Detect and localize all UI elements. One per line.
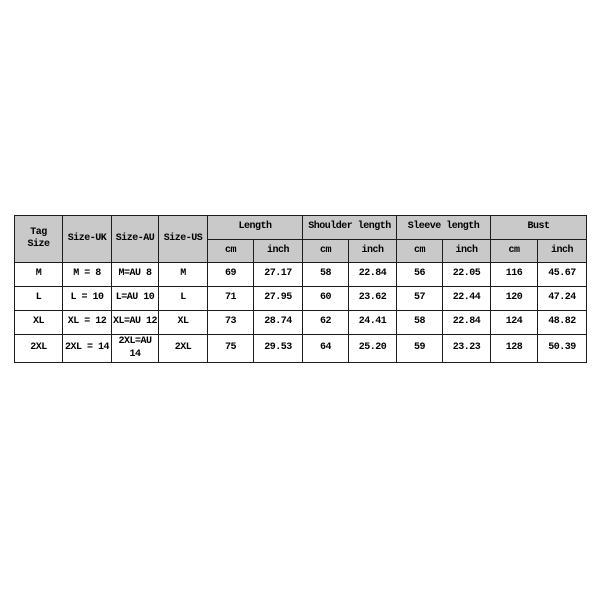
- cell-tag-size: L: [15, 287, 63, 311]
- cell-size-uk: M = 8: [63, 263, 112, 287]
- cell-size-uk: L = 10: [63, 287, 112, 311]
- subheader-bust-cm: cm: [491, 240, 538, 263]
- cell-bust-cm: 128: [491, 335, 538, 363]
- cell-length-inch: 27.95: [254, 287, 303, 311]
- cell-sleeve-cm: 56: [397, 263, 443, 287]
- cell-shoulder-inch: 24.41: [349, 311, 397, 335]
- cell-size-au: 2XL=AU 14: [112, 335, 159, 363]
- subheader-bust-inch: inch: [538, 240, 587, 263]
- cell-tag-size: M: [15, 263, 63, 287]
- cell-length-cm: 71: [208, 287, 254, 311]
- cell-shoulder-inch: 22.84: [349, 263, 397, 287]
- cell-shoulder-inch: 23.62: [349, 287, 397, 311]
- cell-sleeve-cm: 58: [397, 311, 443, 335]
- cell-size-us: XL: [159, 311, 208, 335]
- subheader-sleeve-cm: cm: [397, 240, 443, 263]
- cell-shoulder-cm: 64: [303, 335, 349, 363]
- cell-sleeve-inch: 22.44: [443, 287, 491, 311]
- header-length: Length: [208, 216, 303, 240]
- cell-length-inch: 29.53: [254, 335, 303, 363]
- cell-sleeve-cm: 57: [397, 287, 443, 311]
- cell-size-uk: 2XL = 14: [63, 335, 112, 363]
- cell-size-us: L: [159, 287, 208, 311]
- subheader-shoulder-inch: inch: [349, 240, 397, 263]
- header-size-us: Size-US: [159, 216, 208, 263]
- header-size-au: Size-AU: [112, 216, 159, 263]
- cell-size-us: 2XL: [159, 335, 208, 363]
- cell-size-au: M=AU 8: [112, 263, 159, 287]
- header-tag-size: Tag Size: [15, 216, 63, 263]
- table-row: [15, 287, 587, 311]
- size-chart: [14, 215, 587, 363]
- cell-size-au: L=AU 10: [112, 287, 159, 311]
- cell-shoulder-cm: 62: [303, 311, 349, 335]
- cell-shoulder-cm: 60: [303, 287, 349, 311]
- cell-bust-cm: 120: [491, 287, 538, 311]
- subheader-length-cm: cm: [208, 240, 254, 263]
- subheader-length-inch: inch: [254, 240, 303, 263]
- subheader-sleeve-inch: inch: [443, 240, 491, 263]
- cell-size-us: M: [159, 263, 208, 287]
- cell-tag-size: XL: [15, 311, 63, 335]
- cell-length-inch: 28.74: [254, 311, 303, 335]
- cell-bust-inch: 48.82: [538, 311, 587, 335]
- header-bust: Bust: [491, 216, 587, 240]
- table-row: [15, 263, 587, 287]
- header-size-uk: Size-UK: [63, 216, 112, 263]
- table-row: [15, 335, 587, 363]
- size-chart-table: [14, 215, 587, 363]
- cell-bust-inch: 50.39: [538, 335, 587, 363]
- cell-bust-cm: 124: [491, 311, 538, 335]
- cell-tag-size: 2XL: [15, 335, 63, 363]
- cell-length-cm: 69: [208, 263, 254, 287]
- cell-sleeve-inch: 22.05: [443, 263, 491, 287]
- header-shoulder-length: Shoulder length: [303, 216, 397, 240]
- cell-shoulder-inch: 25.20: [349, 335, 397, 363]
- cell-sleeve-inch: 23.23: [443, 335, 491, 363]
- cell-size-uk: XL = 12: [63, 311, 112, 335]
- cell-length-cm: 73: [208, 311, 254, 335]
- header-sleeve-length: Sleeve length: [397, 216, 491, 240]
- subheader-shoulder-cm: cm: [303, 240, 349, 263]
- cell-sleeve-inch: 22.84: [443, 311, 491, 335]
- cell-length-inch: 27.17: [254, 263, 303, 287]
- cell-bust-inch: 45.67: [538, 263, 587, 287]
- table-row: [15, 311, 587, 335]
- cell-size-au: XL=AU 12: [112, 311, 159, 335]
- cell-length-cm: 75: [208, 335, 254, 363]
- cell-bust-inch: 47.24: [538, 287, 587, 311]
- cell-shoulder-cm: 58: [303, 263, 349, 287]
- cell-bust-cm: 116: [491, 263, 538, 287]
- cell-sleeve-cm: 59: [397, 335, 443, 363]
- header-row-groups: [15, 216, 587, 240]
